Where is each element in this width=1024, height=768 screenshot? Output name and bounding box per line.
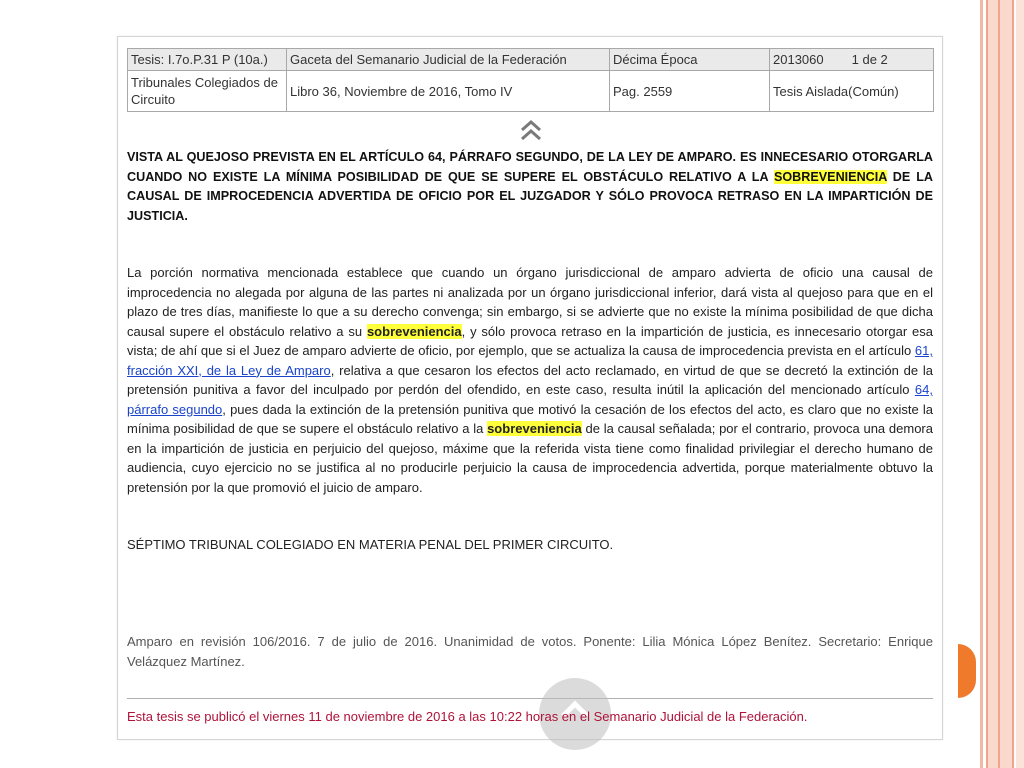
publication-notice: Esta tesis se publicó el viernes 11 de noviembre de 2016 a las 10:22 horas en el Semanario Judicial de la Federación. (127, 709, 808, 724)
registry-cell (770, 49, 934, 71)
chevron-double-up-icon[interactable] (518, 117, 544, 143)
body-text: , relativa a que cesaron los efectos del acto reclamado, en virtud de que se decretó la extinción de la pretensión punitiva a favor del inculpado por perdón del ofendido, en este caso, resulta inútil la aplicación del mencionado artículo (127, 362, 933, 397)
article-64-link[interactable]: 64, párrafo segundo (127, 382, 933, 417)
page-counter: 1 de 2 (851, 52, 888, 67)
page-number: Pag. 2559 (610, 71, 770, 112)
body-text: La porción normativa mencionada establece que cuando un órgano jurisdiccional de amparo advierta de oficio una causal de improcedencia no alegada por alguna de las partes ni analizada por un órgano jurisdiccional inferior, dará vista al quejoso para que en el plazo de tres días, manifieste lo que a su derecho convenga; sin embargo, si se advierte que no existe la mínima posibilidad de que dicha causal supere el obstáculo relativo a su (127, 265, 933, 339)
article-61-link[interactable]: 61, fracción XXI, de la Ley de Amparo (127, 343, 933, 378)
thesis-meta-table (127, 48, 934, 112)
body-highlight: sobreveniencia (366, 323, 462, 339)
court-name: SÉPTIMO TRIBUNAL COLEGIADO EN MATERIA PENAL DEL PRIMER CIRCUITO. (127, 537, 614, 552)
body-text: de la causal señalada; por el contrario, provoca una demora en la impartición de justicia en perjuicio del quejoso, máxime que la referida vista tiene como finalidad privilegiar el derecho humano de audiencia, cuyo ejercicio no se justifica al no producirle perjuicio la causa de improcedencia advertida, porque materialmente obtuvo la pretensión por la que promovió el juicio de amparo. (127, 421, 933, 495)
title-highlight: SOBREVENIENCIA (773, 169, 887, 184)
stripe (980, 0, 983, 768)
title-text: VISTA AL QUEJOSO PREVISTA EN EL ARTÍCULO 64, PÁRRAFO SEGUNDO, DE LA LEY DE AMPARO. ES INNECESARIO OTORGARLA CUANDO NO EXISTE LA MÍNIMA POSIBILIDAD DE QUE SE SUPERE EL OBSTÁCULO RELATIVO A LA (127, 150, 933, 184)
decorative-stripes (980, 0, 1024, 768)
table-row (128, 71, 934, 112)
slide-accent-tab (958, 644, 976, 698)
body-highlight: sobreveniencia (487, 421, 582, 436)
stripe (1000, 0, 1014, 768)
epoch: Décima Época (610, 49, 770, 71)
thesis-title (127, 148, 933, 226)
source-name: Gaceta del Semanario Judicial de la Federación (287, 49, 610, 71)
book-info: Libro 36, Noviembre de 2016, Tomo IV (287, 71, 610, 112)
table-row (128, 49, 934, 71)
registry-number: 2013060 (773, 52, 824, 67)
precedent-info: Amparo en revisión 106/2016. 7 de julio de 2016. Unanimidad de votos. Ponente: Lilia Mónica López Benítez. Secretario: Enrique Velázquez Martínez. (127, 634, 933, 669)
tesis-number: Tesis: I.7o.P.31 P (10a.) (128, 49, 287, 71)
title-text: DE LA CAUSAL DE IMPROCEDENCIA ADVERTIDA DE OFICIO POR EL JUZGADOR Y SÓLO PROVOCA RETRASO EN LA IMPARTICIÓN DE JUSTICIA. (127, 169, 933, 223)
thesis-document (117, 36, 943, 740)
thesis-type: Tesis Aislada(Común) (770, 71, 934, 112)
body-text: , pues dada la extinción de la pretensión punitiva que motivó la cesación de los efectos del acto, es claro que no existe la mínima posibilidad de que se supere el obstáculo relativo a la (127, 401, 933, 436)
stripe (1016, 0, 1024, 768)
divider (127, 698, 933, 699)
stripe (986, 0, 1000, 768)
thesis-body (127, 263, 933, 497)
body-text: , y sólo provoca retraso en la impartición de justicia, es innecesario otorgar esa vista; de ahí que si el Juez de amparo advierte de oficio, por ejemplo, que se actualiza la causa de improcedencia prevista en el artículo (127, 323, 933, 358)
organ: Tribunales Colegiados de Circuito (128, 71, 287, 112)
